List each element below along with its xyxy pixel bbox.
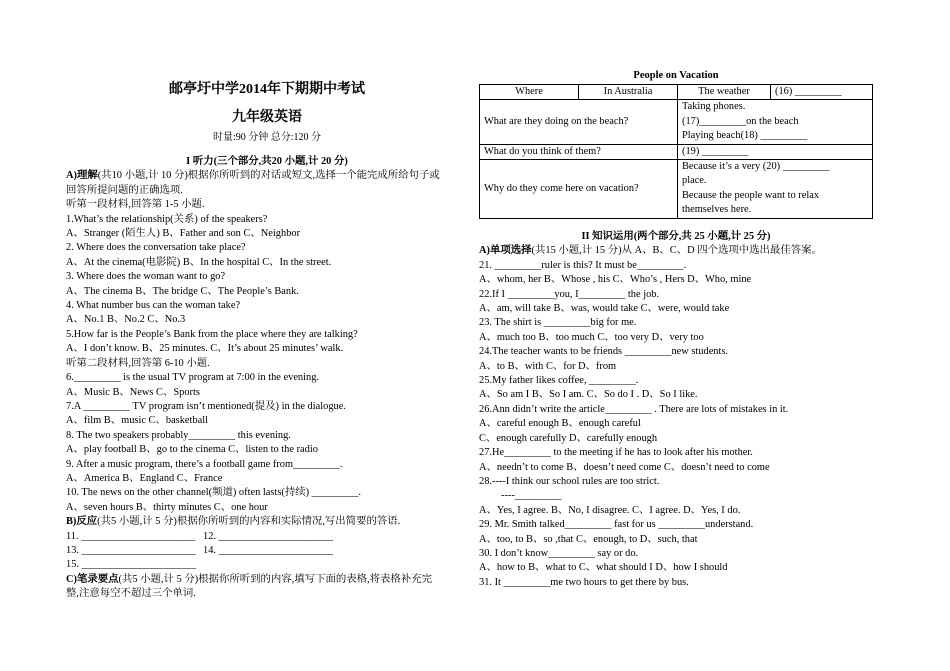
question-10: 10. The news on the other channel(频道) often lasts(持续) _________.	[66, 487, 362, 499]
partA-desc: (共10 小题,计 10 分)根据你所听到的对话或短文,选择一个能完成所给句子或	[97, 170, 440, 182]
question-6: 6._________ is the usual TV program at 7:00 in the evening.	[66, 372, 319, 384]
material2: 听第二段材料,回答第 6-10 小题.	[66, 357, 210, 369]
cell-r1-answers	[678, 100, 873, 144]
partB-heading	[66, 515, 468, 529]
question-24: 24.The teacher wants to be friends _________new students.	[479, 346, 729, 358]
cell-place: In Australia	[579, 85, 678, 100]
r3-line-c: Because the people want to relax	[682, 189, 820, 201]
question-8-options: A、play football B、go to the cinema C、listen to the radio	[66, 444, 318, 456]
question-22: 22.If I _________you, I_________ the job.	[479, 288, 660, 300]
kpartA-heading	[479, 244, 873, 258]
question-30: 30. I don’t know_________ say or do.	[479, 547, 639, 559]
listening-section	[66, 155, 468, 602]
question-3-options: A、The cinema B、The bridge C、The People’s Bank.	[66, 285, 299, 297]
answer-15: 15. ______________________	[66, 559, 196, 571]
partA-label: A)理解	[66, 170, 98, 182]
question-26-options-2: C、enough carefully D、carefully enough	[479, 432, 658, 444]
question-21: 21. _________ruler is this? It must be_________.	[479, 259, 687, 271]
cell-16: (16) _________	[771, 85, 873, 100]
partB-desc: (共5 小题,计 5 分)根据你所听到的内容和实际情况,写出简要的答语.	[97, 516, 401, 528]
answer-row-1	[66, 530, 468, 544]
question-26: 26.Ann didn’t write the article_________ . There are lots of mistakes in it.	[479, 403, 789, 415]
question-21-options: A、whom, her B、Whose , his C、Who’s , Hers D、Who, mine	[479, 274, 752, 286]
r1-line-a: Taking phones.	[682, 101, 746, 113]
cell-weather: The weather	[678, 85, 771, 100]
question-26-options: A、careful enough B、enough careful	[479, 418, 641, 430]
question-25-options: A、So am I B、So I am. C、So do I . D、So I like.	[479, 389, 698, 401]
partB-label: B)反应	[66, 516, 98, 528]
partC-desc: (共5 小题,计 5 分)根据你所听到的内容,填写下面的表格,将表格补充完	[118, 573, 432, 585]
question-8: 8. The two speakers probably_________ this evening.	[66, 429, 291, 441]
r1-line-b: (17)_________on the beach	[682, 115, 799, 127]
listening-section-title: I 听力(三个部分,共20 小题,计 20 分)	[186, 156, 348, 167]
kpartA-desc: (共15 小题,计 15 分)从 A、B、C、D 四个选项中选出最佳答案。	[531, 245, 822, 257]
question-5: 5.How far is the People’s Bank from the place where they are talking?	[66, 328, 358, 340]
question-25: 25.My father likes coffee, _________.	[479, 375, 639, 387]
question-24-options: A、to B、with C、for D、from	[479, 360, 617, 372]
vacation-table-title: People on Vacation	[633, 70, 719, 81]
answer-12: 12. ______________________	[203, 530, 333, 542]
material1: 听第一段材料,回答第 1-5 小题.	[66, 199, 205, 211]
table-row	[480, 85, 873, 100]
table-row	[480, 144, 873, 159]
question-9-options: A、America B、England C、France	[66, 472, 223, 484]
vacation-table	[479, 84, 873, 219]
cell-r2-label: What do you think of them?	[480, 144, 678, 159]
answer-11: 11. ______________________	[66, 530, 196, 542]
exam-meta: 时量:90 分钟 总分:120 分	[212, 132, 322, 143]
r3-line-a: Because it’s a very (20) _________	[682, 161, 830, 173]
knowledge-section-title: II 知识运用(两个部分,共 25 小题,计 25 分)	[581, 231, 771, 242]
partA-heading	[66, 169, 468, 183]
r1-line-c: Playing beach(18) _________	[682, 130, 808, 142]
answer-14: 14. ______________________	[203, 544, 333, 556]
answer-13: 13. ______________________	[66, 544, 196, 556]
question-1-options: A、Stranger (陌生人) B、Father and son C、Neighbor	[66, 228, 301, 240]
exam-title: 邮亭圩中学2014年下期期中考试	[169, 82, 365, 97]
question-28-options: A、Yes, I agree. B、No, I disagree. C、I agree. D、Yes, I do.	[479, 504, 741, 516]
question-9: 9. After a music program, there’s a football game from_________.	[66, 458, 343, 470]
r3-line-d: themselves here.	[682, 204, 752, 216]
question-28: 28.----I think our school rules are too strict.	[479, 475, 660, 487]
question-29-options: A、too, to B、so ,that C、enough, to D、such, that	[479, 533, 698, 545]
question-5-options: A、I don’t know. B、25 minutes. C、It’s about 25 minutes’ walk.	[66, 343, 344, 355]
question-7: 7.A _________ TV program isn’t mentioned(提及) in the dialogue.	[66, 400, 346, 412]
question-27: 27.He_________ to the meeting if he has to look after his mother.	[479, 447, 753, 459]
question-2-options: A、At the cinema(电影院) B、In the hospital C、In the street.	[66, 256, 332, 268]
cell-where: Where	[480, 85, 579, 100]
question-23: 23. The shirt is _________big for me.	[479, 317, 637, 329]
question-23-options: A、much too B、too much C、too very D、very too	[479, 331, 704, 343]
cell-r2-answer: (19) _________	[678, 144, 873, 159]
question-27-options: A、needn’t to come B、doesn’t need come C、doesn’t need to come	[479, 461, 770, 473]
kpartA-label: A)单项选择	[479, 245, 532, 257]
question-28-response: ----_________	[501, 490, 562, 502]
cell-r3-label: Why do they come here on vacation?	[480, 160, 678, 219]
cell-r1-label: What are they doing on the beach?	[480, 100, 678, 144]
question-10-options: A、seven hours B、thirty minutes C、one hour	[66, 501, 268, 513]
question-1: 1.What’s the relationship(关系) of the speakers?	[66, 213, 268, 225]
question-31: 31. It _________me two hours to get there by bus.	[479, 576, 689, 588]
partC-heading	[66, 573, 468, 587]
question-29: 29. Mr. Smith talked_________ fast for us _________understand.	[479, 519, 754, 531]
table-row	[480, 100, 873, 144]
cell-r3-answers	[678, 160, 873, 219]
knowledge-section	[479, 230, 873, 590]
question-2: 2. Where does the conversation take place?	[66, 242, 246, 254]
partC-label: C)笔录要点	[66, 573, 119, 585]
answer-row-2	[66, 544, 468, 558]
partC-desc2: 整,注意每空不超过三个单词.	[66, 588, 196, 600]
question-6-options: A、Music B、News C、Sports	[66, 386, 200, 398]
exam-subject: 九年级英语	[232, 110, 302, 125]
question-7-options: A、film B、music C、basketball	[66, 415, 208, 427]
r3-line-b: place.	[682, 175, 707, 187]
question-3: 3. Where does the woman want to go?	[66, 271, 226, 283]
question-22-options: A、am, will take B、was, would take C、were, would take	[479, 303, 730, 315]
question-4: 4. What number bus can the woman take?	[66, 300, 241, 312]
question-30-options: A、how to B、what to C、what should I D、how I should	[479, 562, 728, 574]
table-row	[480, 160, 873, 219]
question-4-options: A、No.1 B、No.2 C、No.3	[66, 314, 186, 326]
partA-desc2: 回答所提问题的正确选项.	[66, 184, 183, 196]
